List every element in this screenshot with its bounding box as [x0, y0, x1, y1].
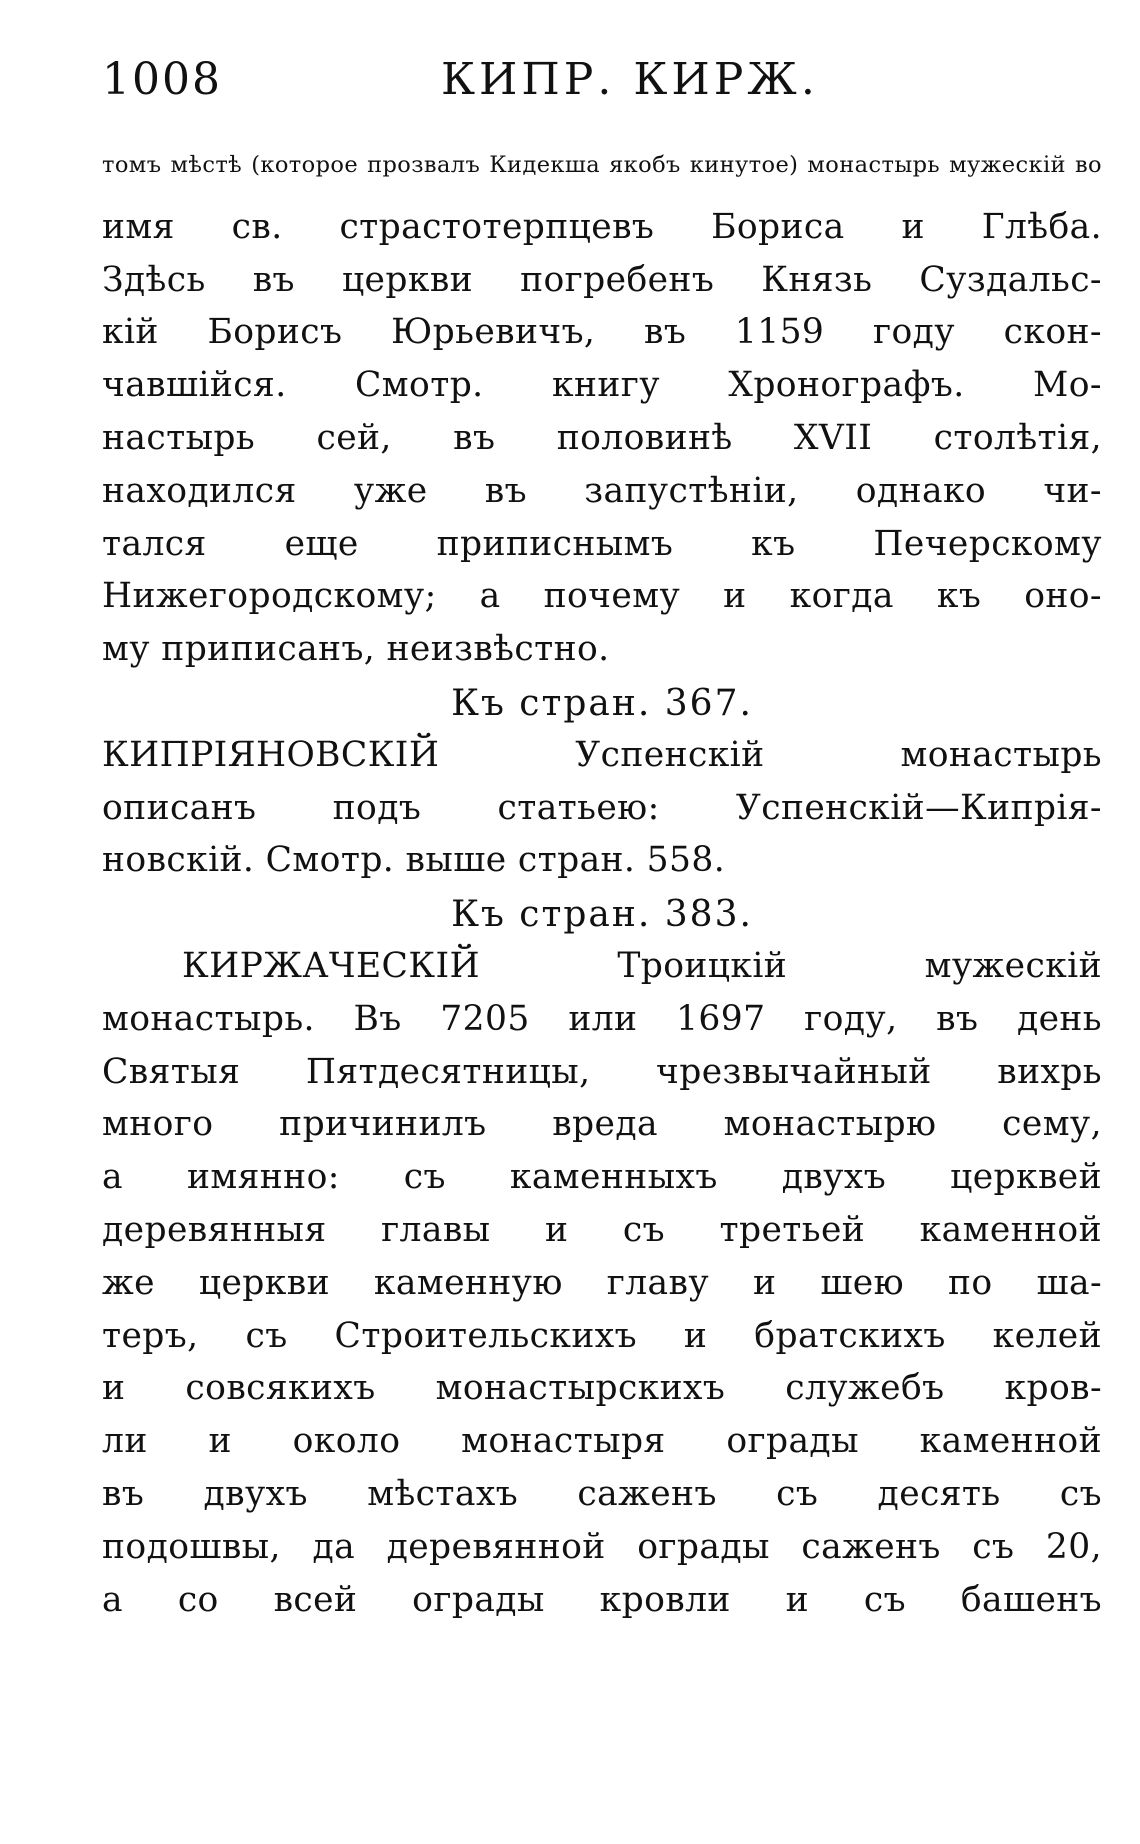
text-line: кій Борисъ Юрьевичъ, въ 1159 году скон-: [102, 312, 1102, 353]
text-line: Святыя Пятдесятницы, чрезвычайный вихрь: [102, 1051, 1102, 1092]
text-line: настырь сей, въ половинѣ XVII столѣтія,: [102, 417, 1102, 458]
section-heading: Къ стран. 383.: [451, 894, 753, 936]
text-line: же церкви каменную главу и шею по ша-: [102, 1262, 1102, 1303]
text-line: тался еще приписнымъ къ Печерскому: [102, 523, 1102, 564]
page-number: 1008: [102, 54, 222, 105]
text-line: Здѣсь въ церкви погребенъ Князь Суздальс-: [102, 259, 1102, 300]
text-line: Нижегородскому; а почему и когда къ оно-: [102, 576, 1102, 617]
text-line: КИПРІЯНОВСКІЙ Успенскій монастырь: [102, 734, 1102, 775]
text-line: и совсякихъ монастырскихъ служебъ кров-: [102, 1368, 1102, 1409]
page-body: [102, 148, 1102, 1626]
section-heading: Къ стран. 367.: [451, 682, 753, 724]
text-line: имя св. страстотерпцевъ Бориса и Глѣба.: [102, 206, 1102, 247]
text-line: подошвы, да деревянной ограды саженъ съ 20,: [102, 1526, 1102, 1567]
text-line: много причинилъ вреда монастырю сему,: [102, 1104, 1102, 1145]
text-line: томъ мѣстѣ (которое прозвалъ Кидекша якобъ кинутое) монастырь мужескій во: [102, 152, 1102, 178]
text-line: въ двухъ мѣстахъ саженъ съ десять съ: [102, 1473, 1102, 1514]
page-header: [96, 44, 1096, 114]
text-line: деревянныя главы и съ третьей каменной: [102, 1209, 1102, 1250]
text-line: описанъ подъ статьею: Успенскій—Кипрія-: [102, 787, 1102, 828]
text-line: а имянно: съ каменныхъ двухъ церквей: [102, 1157, 1102, 1198]
text-line: а со всей ограды кровли и съ башенъ: [102, 1579, 1102, 1620]
text-line: ли и около монастыря ограды каменной: [102, 1421, 1102, 1462]
running-head: КИПР. КИРЖ.: [441, 54, 819, 105]
text-line: му приписанъ, неизвѣстно.: [102, 629, 610, 670]
text-line: монастырь. Въ 7205 или 1697 году, въ день: [102, 998, 1102, 1039]
text-line: новскій. Смотр. выше стран. 558.: [102, 840, 726, 881]
text-line: КИРЖАЧЕСКІЙ Троицкій мужескій: [182, 945, 1102, 986]
text-line: находился уже въ запустѣніи, однако чи-: [102, 470, 1102, 511]
text-line: чавшійся. Смотр. книгу Хронографъ. Мо-: [102, 365, 1102, 406]
text-line: теръ, съ Строительскихъ и братскихъ келей: [102, 1315, 1102, 1356]
